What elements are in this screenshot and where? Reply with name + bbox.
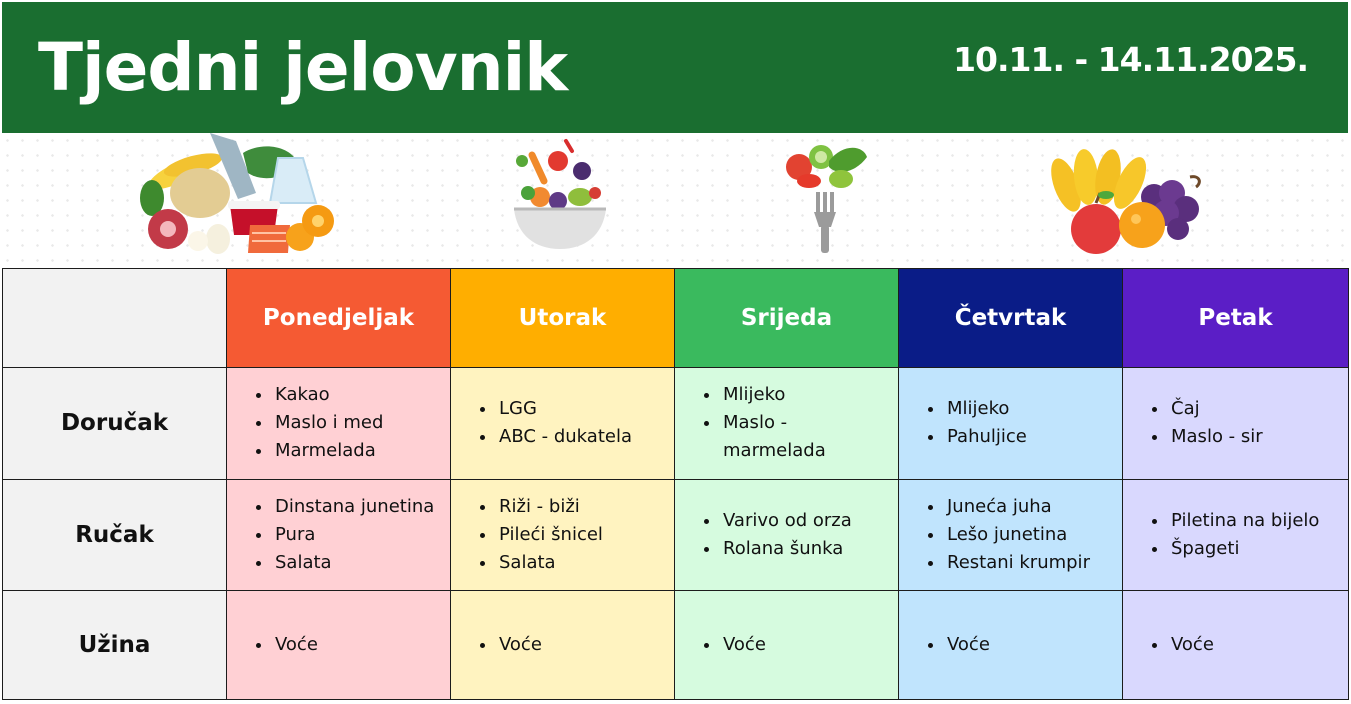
fruit-basket-icon bbox=[1050, 147, 1210, 257]
menu-item: • Salata bbox=[497, 549, 666, 577]
food-groceries-icon bbox=[138, 133, 338, 258]
meal-row-snack bbox=[3, 591, 1349, 700]
menu-cell bbox=[227, 479, 451, 591]
menu-item-list bbox=[899, 631, 1122, 659]
menu-cell bbox=[899, 591, 1123, 700]
menu-item-list bbox=[675, 631, 898, 659]
table-corner bbox=[3, 269, 227, 368]
menu-item: • Maslo - sir bbox=[1169, 423, 1340, 451]
menu-item: • Čaj bbox=[1169, 395, 1340, 423]
menu-item: • ABC - dukatela bbox=[497, 423, 666, 451]
day-header: Ponedjeljak bbox=[227, 269, 451, 368]
menu-cell bbox=[899, 479, 1123, 591]
salad-bowl-icon bbox=[510, 135, 610, 253]
menu-item: • Maslo i med bbox=[273, 409, 442, 437]
menu-item-list bbox=[451, 493, 674, 577]
meal-label: Doručak bbox=[3, 368, 227, 480]
menu-item: • Mlijeko bbox=[945, 395, 1114, 423]
menu-item: • Pileći šnicel bbox=[497, 521, 666, 549]
menu-item: • Pahuljice bbox=[945, 423, 1114, 451]
menu-cell bbox=[1123, 368, 1349, 480]
menu-item: • LGG bbox=[497, 395, 666, 423]
day-header: Petak bbox=[1123, 269, 1349, 368]
meal-label: Užina bbox=[3, 591, 227, 700]
menu-item: • Voće bbox=[721, 631, 890, 659]
menu-item: • Varivo od orza bbox=[721, 507, 890, 535]
menu-item: • Juneća juha bbox=[945, 493, 1114, 521]
menu-cell bbox=[451, 368, 675, 480]
menu-item: • Riži - biži bbox=[497, 493, 666, 521]
menu-cell bbox=[451, 591, 675, 700]
menu-item: • Voće bbox=[945, 631, 1114, 659]
menu-cell bbox=[675, 479, 899, 591]
menu-item-list bbox=[227, 493, 450, 577]
menu-item: • Voće bbox=[273, 631, 442, 659]
menu-item: • Voće bbox=[497, 631, 666, 659]
menu-cell bbox=[675, 368, 899, 480]
menu-item: • Rolana šunka bbox=[721, 535, 890, 563]
day-header: Srijeda bbox=[675, 269, 899, 368]
menu-item-list bbox=[899, 395, 1122, 451]
meal-label: Ručak bbox=[3, 479, 227, 591]
menu-cell bbox=[227, 368, 451, 480]
menu-cell bbox=[1123, 591, 1349, 700]
menu-item: • Kakao bbox=[273, 381, 442, 409]
menu-item-list bbox=[227, 381, 450, 465]
illustration-strip bbox=[0, 133, 1351, 268]
menu-cell bbox=[1123, 479, 1349, 591]
menu-cell bbox=[451, 479, 675, 591]
menu-item-list bbox=[899, 493, 1122, 577]
meal-row-lunch bbox=[3, 479, 1349, 591]
fork-vegetables-icon bbox=[783, 137, 873, 257]
menu-item: • Pura bbox=[273, 521, 442, 549]
menu-item: • Špageti bbox=[1169, 535, 1340, 563]
menu-item-list bbox=[227, 631, 450, 659]
menu-item: • Salata bbox=[273, 549, 442, 577]
day-header: Utorak bbox=[451, 269, 675, 368]
meal-row-breakfast bbox=[3, 368, 1349, 480]
menu-cell bbox=[675, 591, 899, 700]
menu-cell bbox=[899, 368, 1123, 480]
page-title: Tjedni jelovnik bbox=[38, 29, 568, 106]
day-header-row bbox=[3, 269, 1349, 368]
menu-item-list bbox=[675, 381, 898, 465]
menu-item: • Restani krumpir bbox=[945, 549, 1114, 577]
menu-item-list bbox=[451, 631, 674, 659]
day-header: Četvrtak bbox=[899, 269, 1123, 368]
menu-item: • Piletina na bijelo bbox=[1169, 507, 1340, 535]
menu-item: • Voće bbox=[1169, 631, 1340, 659]
menu-item: • Lešo junetina bbox=[945, 521, 1114, 549]
header-banner bbox=[2, 2, 1348, 133]
menu-item-list bbox=[1123, 395, 1348, 451]
menu-item-list bbox=[451, 395, 674, 451]
menu-item: • Maslo - marmelada bbox=[721, 409, 890, 465]
menu-item: • Dinstana junetina bbox=[273, 493, 442, 521]
menu-item-list bbox=[1123, 631, 1348, 659]
menu-item-list bbox=[1123, 507, 1348, 563]
date-range: 10.11. - 14.11.2025. bbox=[953, 40, 1308, 79]
menu-item: • Mlijeko bbox=[721, 381, 890, 409]
menu-item-list bbox=[675, 507, 898, 563]
menu-cell bbox=[227, 591, 451, 700]
menu-table bbox=[2, 268, 1349, 700]
menu-item: • Marmelada bbox=[273, 437, 442, 465]
